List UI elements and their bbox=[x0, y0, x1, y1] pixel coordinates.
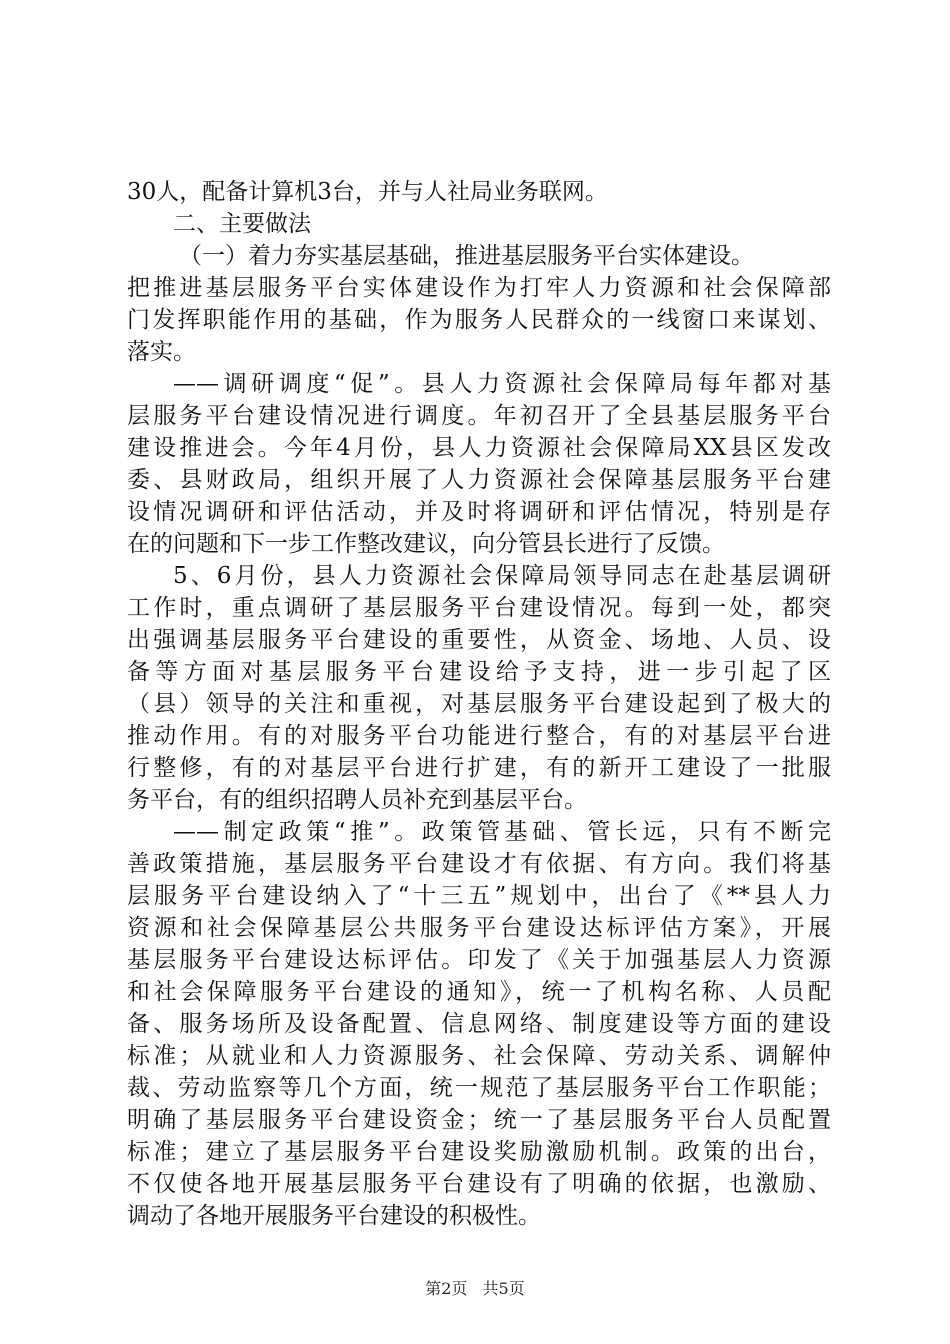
text-line: 落实。 bbox=[127, 339, 196, 365]
text-line: 5、6月份，县人力资源社会保障局领导同志在赴基层调研 bbox=[173, 563, 831, 589]
text-line: 层服务平台建设情况进行调度。年初召开了全县基层服务平台 bbox=[127, 403, 831, 429]
text-line: 推动作用。有的对服务平台功能进行整合，有的对基层平台进 bbox=[127, 723, 831, 749]
text-line: 二、主要做法 bbox=[173, 211, 311, 237]
text-line: 备等方面对基层服务平台建设给予支持，进一步引起了区 bbox=[127, 659, 831, 685]
text-line: 和社会保障服务平台建设的通知》，统一了机构名称、人员配 bbox=[127, 979, 831, 1005]
text-line: ——制定政策“推”。政策管基础、管长远，只有不断完 bbox=[173, 819, 831, 845]
text-line: 备、服务场所及设备配置、信息网络、制度建设等方面的建设 bbox=[127, 1011, 831, 1037]
text-line: 出强调基层服务平台建设的重要性，从资金、场地、人员、设 bbox=[127, 627, 831, 653]
page-total: 共5页 bbox=[482, 1279, 525, 1298]
text-line: 明确了基层服务平台建设资金；统一了基层服务平台人员配置 bbox=[127, 1107, 831, 1133]
text-line: （县）领导的关注和重视，对基层服务平台建设起到了极大的 bbox=[127, 691, 831, 717]
text-line: 调动了各地开展服务平台建设的积极性。 bbox=[127, 1203, 541, 1229]
text-line: 资源和社会保障基层公共服务平台建设达标评估方案》，开展 bbox=[127, 915, 831, 941]
text-line: 设情况调研和评估活动，并及时将调研和评估情况，特别是存 bbox=[127, 499, 831, 525]
text-line: 把推进基层服务平台实体建设作为打牢人力资源和社会保障部 bbox=[127, 275, 831, 301]
text-line: 在的问题和下一步工作整改建议，向分管县长进行了反馈。 bbox=[127, 531, 725, 557]
text-line: 工作时，重点调研了基层服务平台建设情况。每到一处，都突 bbox=[127, 595, 831, 621]
text-line: 不仅使各地开展基层服务平台建设有了明确的依据，也激励、 bbox=[127, 1171, 831, 1197]
text-line: 委、县财政局，组织开展了人力资源社会保障基层服务平台建 bbox=[127, 467, 831, 493]
text-line: （一）着力夯实基层基础，推进基层服务平台实体建设。 bbox=[179, 243, 754, 269]
text-line: 标准；从就业和人力资源服务、社会保障、劳动关系、调解仲 bbox=[127, 1043, 831, 1069]
text-line: 务平台，有的组织招聘人员补充到基层平台。 bbox=[127, 787, 587, 813]
text-line: 裁、劳动监察等几个方面，统一规范了基层服务平台工作职能； bbox=[127, 1075, 831, 1101]
document-body bbox=[127, 176, 831, 1232]
text-line: 层服务平台建设纳入了“十三五”规划中，出台了《**县人力 bbox=[127, 883, 831, 909]
text-line: ——调研调度“促”。县人力资源社会保障局每年都对基 bbox=[173, 371, 831, 397]
text-line: 标准；建立了基层服务平台建设奖励激励机制。政策的出台， bbox=[127, 1139, 831, 1165]
page-footer bbox=[0, 1276, 950, 1299]
text-line: 行整修，有的对基层平台进行扩建，有的新开工建设了一批服 bbox=[127, 755, 831, 781]
text-line: 建设推进会。今年4月份，县人力资源社会保障局XX县区发改 bbox=[127, 435, 831, 461]
text-line: 30人，配备计算机3台，并与人社局业务联网。 bbox=[127, 179, 608, 205]
text-line: 善政策措施，基层服务平台建设才有依据、有方向。我们将基 bbox=[127, 851, 831, 877]
text-line: 基层服务平台建设达标评估。印发了《关于加强基层人力资源 bbox=[127, 947, 831, 973]
page-number: 第2页 bbox=[425, 1279, 468, 1298]
text-line: 门发挥职能作用的基础，作为服务人民群众的一线窗口来谋划、 bbox=[127, 307, 831, 333]
